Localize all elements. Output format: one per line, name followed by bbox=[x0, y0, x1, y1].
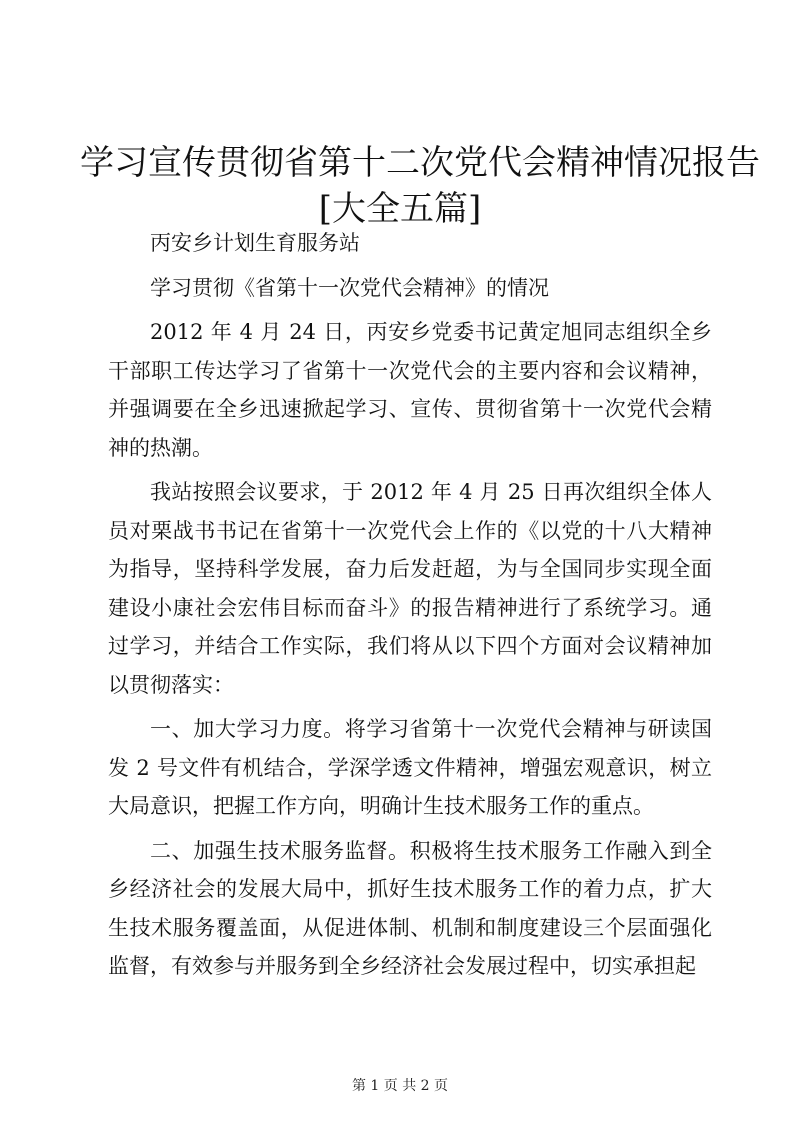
page-number: 第 1 页 共 2 页 bbox=[351, 1078, 449, 1094]
document-title-suffix: [大全五篇] bbox=[318, 189, 482, 229]
paragraph-study: 我站按照会议要求，于 2012 年 4 月 25 日再次组织全体人员对栗战书书记在省第十一次党代会上作的《以党的十八大精神为指导，坚持科学发展，奋力后发赶超，为与全国同步实现全面建设小康社会宏伟目标而奋斗》的报告精神进行了系统学习。通过学习，并结合工作实际，我们将从以下四个方面对会议精神加以贯彻落实： bbox=[108, 480, 712, 697]
paragraph-point-two: 二、加强生技术服务监督。积极将生技术服务工作融入到全乡经济社会的发展大局中，抓好生技术服务工作的着力点，扩大生技术服务覆盖面，从促进体制、机制和制度建设三个层面强化监督，有效参与并服务到全乡经济社会发展过程中，切实承担起 bbox=[108, 838, 712, 978]
document-body bbox=[108, 224, 712, 986]
paragraph-meeting: 2012 年 4 月 24 日，丙安乡党委书记黄定旭同志组织全乡干部职工传达学习了省第十一次党代会的主要内容和会议精神，并强调要在全乡迅速掀起学习、宣传、贯彻省第十一次党代会精神的热潮。 bbox=[108, 320, 712, 460]
paragraph-subject: 学习贯彻《省第十一次党代会精神》的情况 bbox=[150, 275, 549, 300]
paragraph-point-one: 一、加大学习力度。将学习省第十一次党代会精神与研读国发 2 号文件有机结合，学深学透文件精神，增强宏观意识，树立大局意识，把握工作方向，明确计生技术服务工作的重点。 bbox=[108, 717, 712, 818]
paragraph-organization: 丙安乡计划生育服务站 bbox=[150, 231, 360, 255]
document-title: 学习宣传贯彻省第十二次党代会精神情况报告 bbox=[80, 143, 760, 183]
